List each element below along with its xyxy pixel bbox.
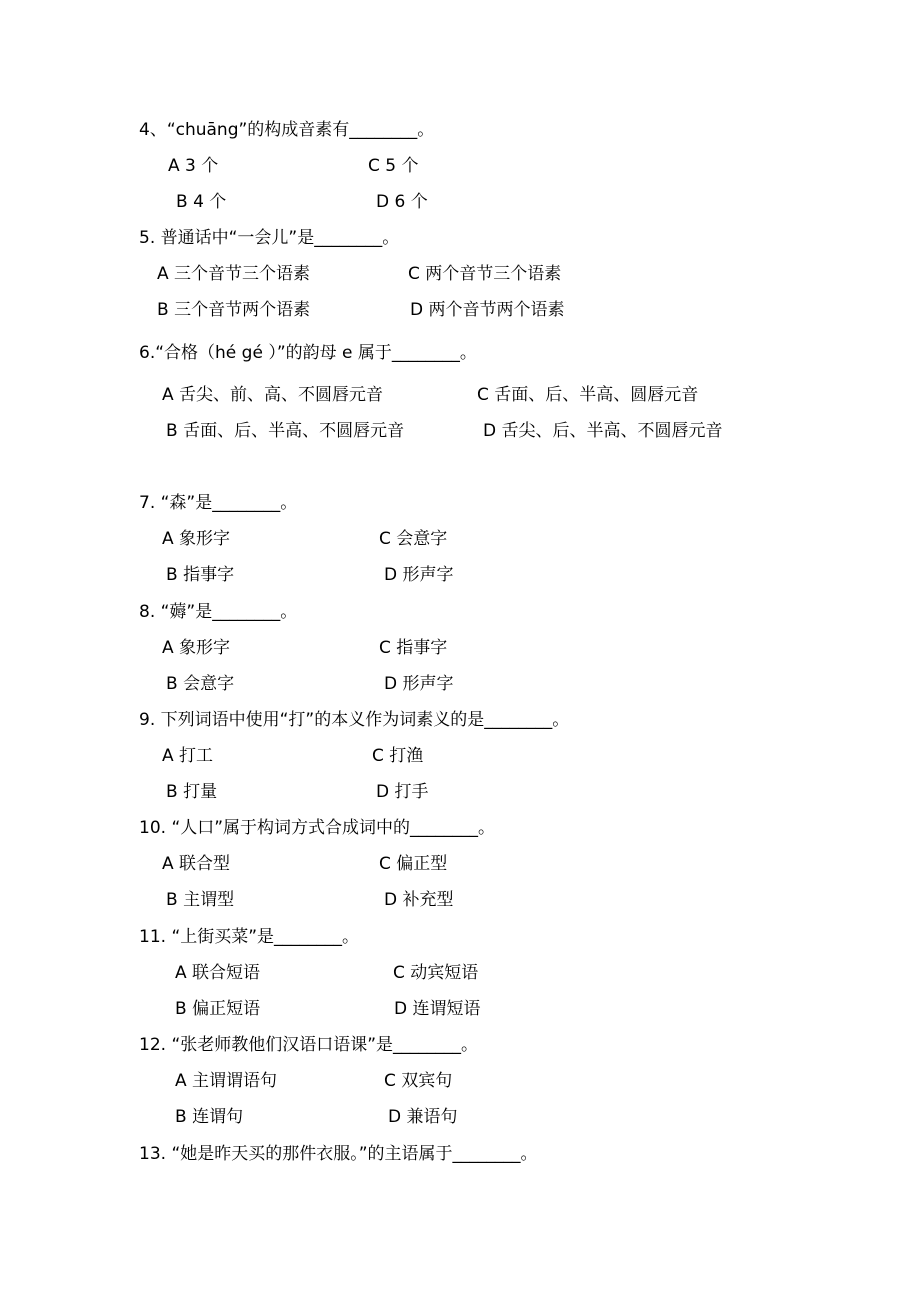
question-12-stem: 12. “张老师教他们汉语口语课”是________。 (139, 1035, 479, 1055)
question-8-option-b: B 会意字 (166, 674, 235, 694)
question-7-stem: 7. “森”是________。 (139, 493, 298, 513)
question-9-stem: 9. 下列词语中使用“打”的本义作为词素义的是________。 (139, 710, 570, 730)
question-8-option-c: C 指事字 (379, 638, 448, 658)
question-6-stem: 6.“合格（hé gé ）”的韵母 e 属于________。 (139, 343, 477, 363)
question-7-option-d: D 形声字 (384, 565, 454, 585)
question-6-option-d: D 舌尖、后、半高、不圆唇元音 (483, 421, 723, 441)
question-4-option-a: A 3 个 (168, 156, 219, 176)
question-8-stem: 8. “薅”是________。 (139, 602, 298, 622)
question-11-option-c: C 动宾短语 (393, 963, 479, 983)
question-5-stem: 5. 普通话中“一会儿”是________。 (139, 228, 400, 248)
question-4-option-b: B 4 个 (176, 192, 227, 212)
question-8-option-d: D 形声字 (384, 674, 454, 694)
question-12-option-d: D 兼语句 (388, 1107, 458, 1127)
question-7-option-b: B 指事字 (166, 565, 235, 585)
question-10-option-b: B 主谓型 (166, 890, 235, 910)
question-5-option-d: D 两个音节两个语素 (410, 300, 565, 320)
question-4-option-d: D 6 个 (376, 192, 428, 212)
question-12-option-c: C 双宾句 (384, 1071, 453, 1091)
question-5-option-c: C 两个音节三个语素 (408, 264, 562, 284)
question-13-stem: 13. “她是昨天买的那件衣服。”的主语属于________。 (139, 1144, 538, 1164)
question-4-option-c: C 5 个 (368, 156, 419, 176)
question-5-option-a: A 三个音节三个语素 (157, 264, 311, 284)
question-5-option-b: B 三个音节两个语素 (157, 300, 311, 320)
question-7-option-c: C 会意字 (379, 529, 448, 549)
question-9-option-c: C 打渔 (372, 746, 424, 766)
question-10-option-c: C 偏正型 (379, 854, 448, 874)
question-10-option-d: D 补充型 (384, 890, 454, 910)
question-12-option-b: B 连谓句 (175, 1107, 244, 1127)
question-8-option-a: A 象形字 (162, 638, 231, 658)
question-10-option-a: A 联合型 (162, 854, 231, 874)
question-11-option-a: A 联合短语 (175, 963, 261, 983)
question-7-option-a: A 象形字 (162, 529, 231, 549)
question-9-option-a: A 打工 (162, 746, 214, 766)
question-4-stem: 4、“chuāng”的构成音素有________。 (139, 120, 435, 140)
question-11-option-d: D 连谓短语 (394, 999, 481, 1019)
question-11-option-b: B 偏正短语 (175, 999, 261, 1019)
question-9-option-d: D 打手 (376, 782, 429, 802)
question-9-option-b: B 打量 (166, 782, 218, 802)
question-10-stem: 10. “人口”属于构词方式合成词中的________。 (139, 818, 496, 838)
question-6-option-b: B 舌面、后、半高、不圆唇元音 (166, 421, 405, 441)
question-6-option-c: C 舌面、后、半高、圆唇元音 (477, 385, 699, 405)
question-6-option-a: A 舌尖、前、高、不圆唇元音 (162, 385, 384, 405)
question-11-stem: 11. “上街买菜”是________。 (139, 927, 360, 947)
question-12-option-a: A 主谓谓语句 (175, 1071, 278, 1091)
